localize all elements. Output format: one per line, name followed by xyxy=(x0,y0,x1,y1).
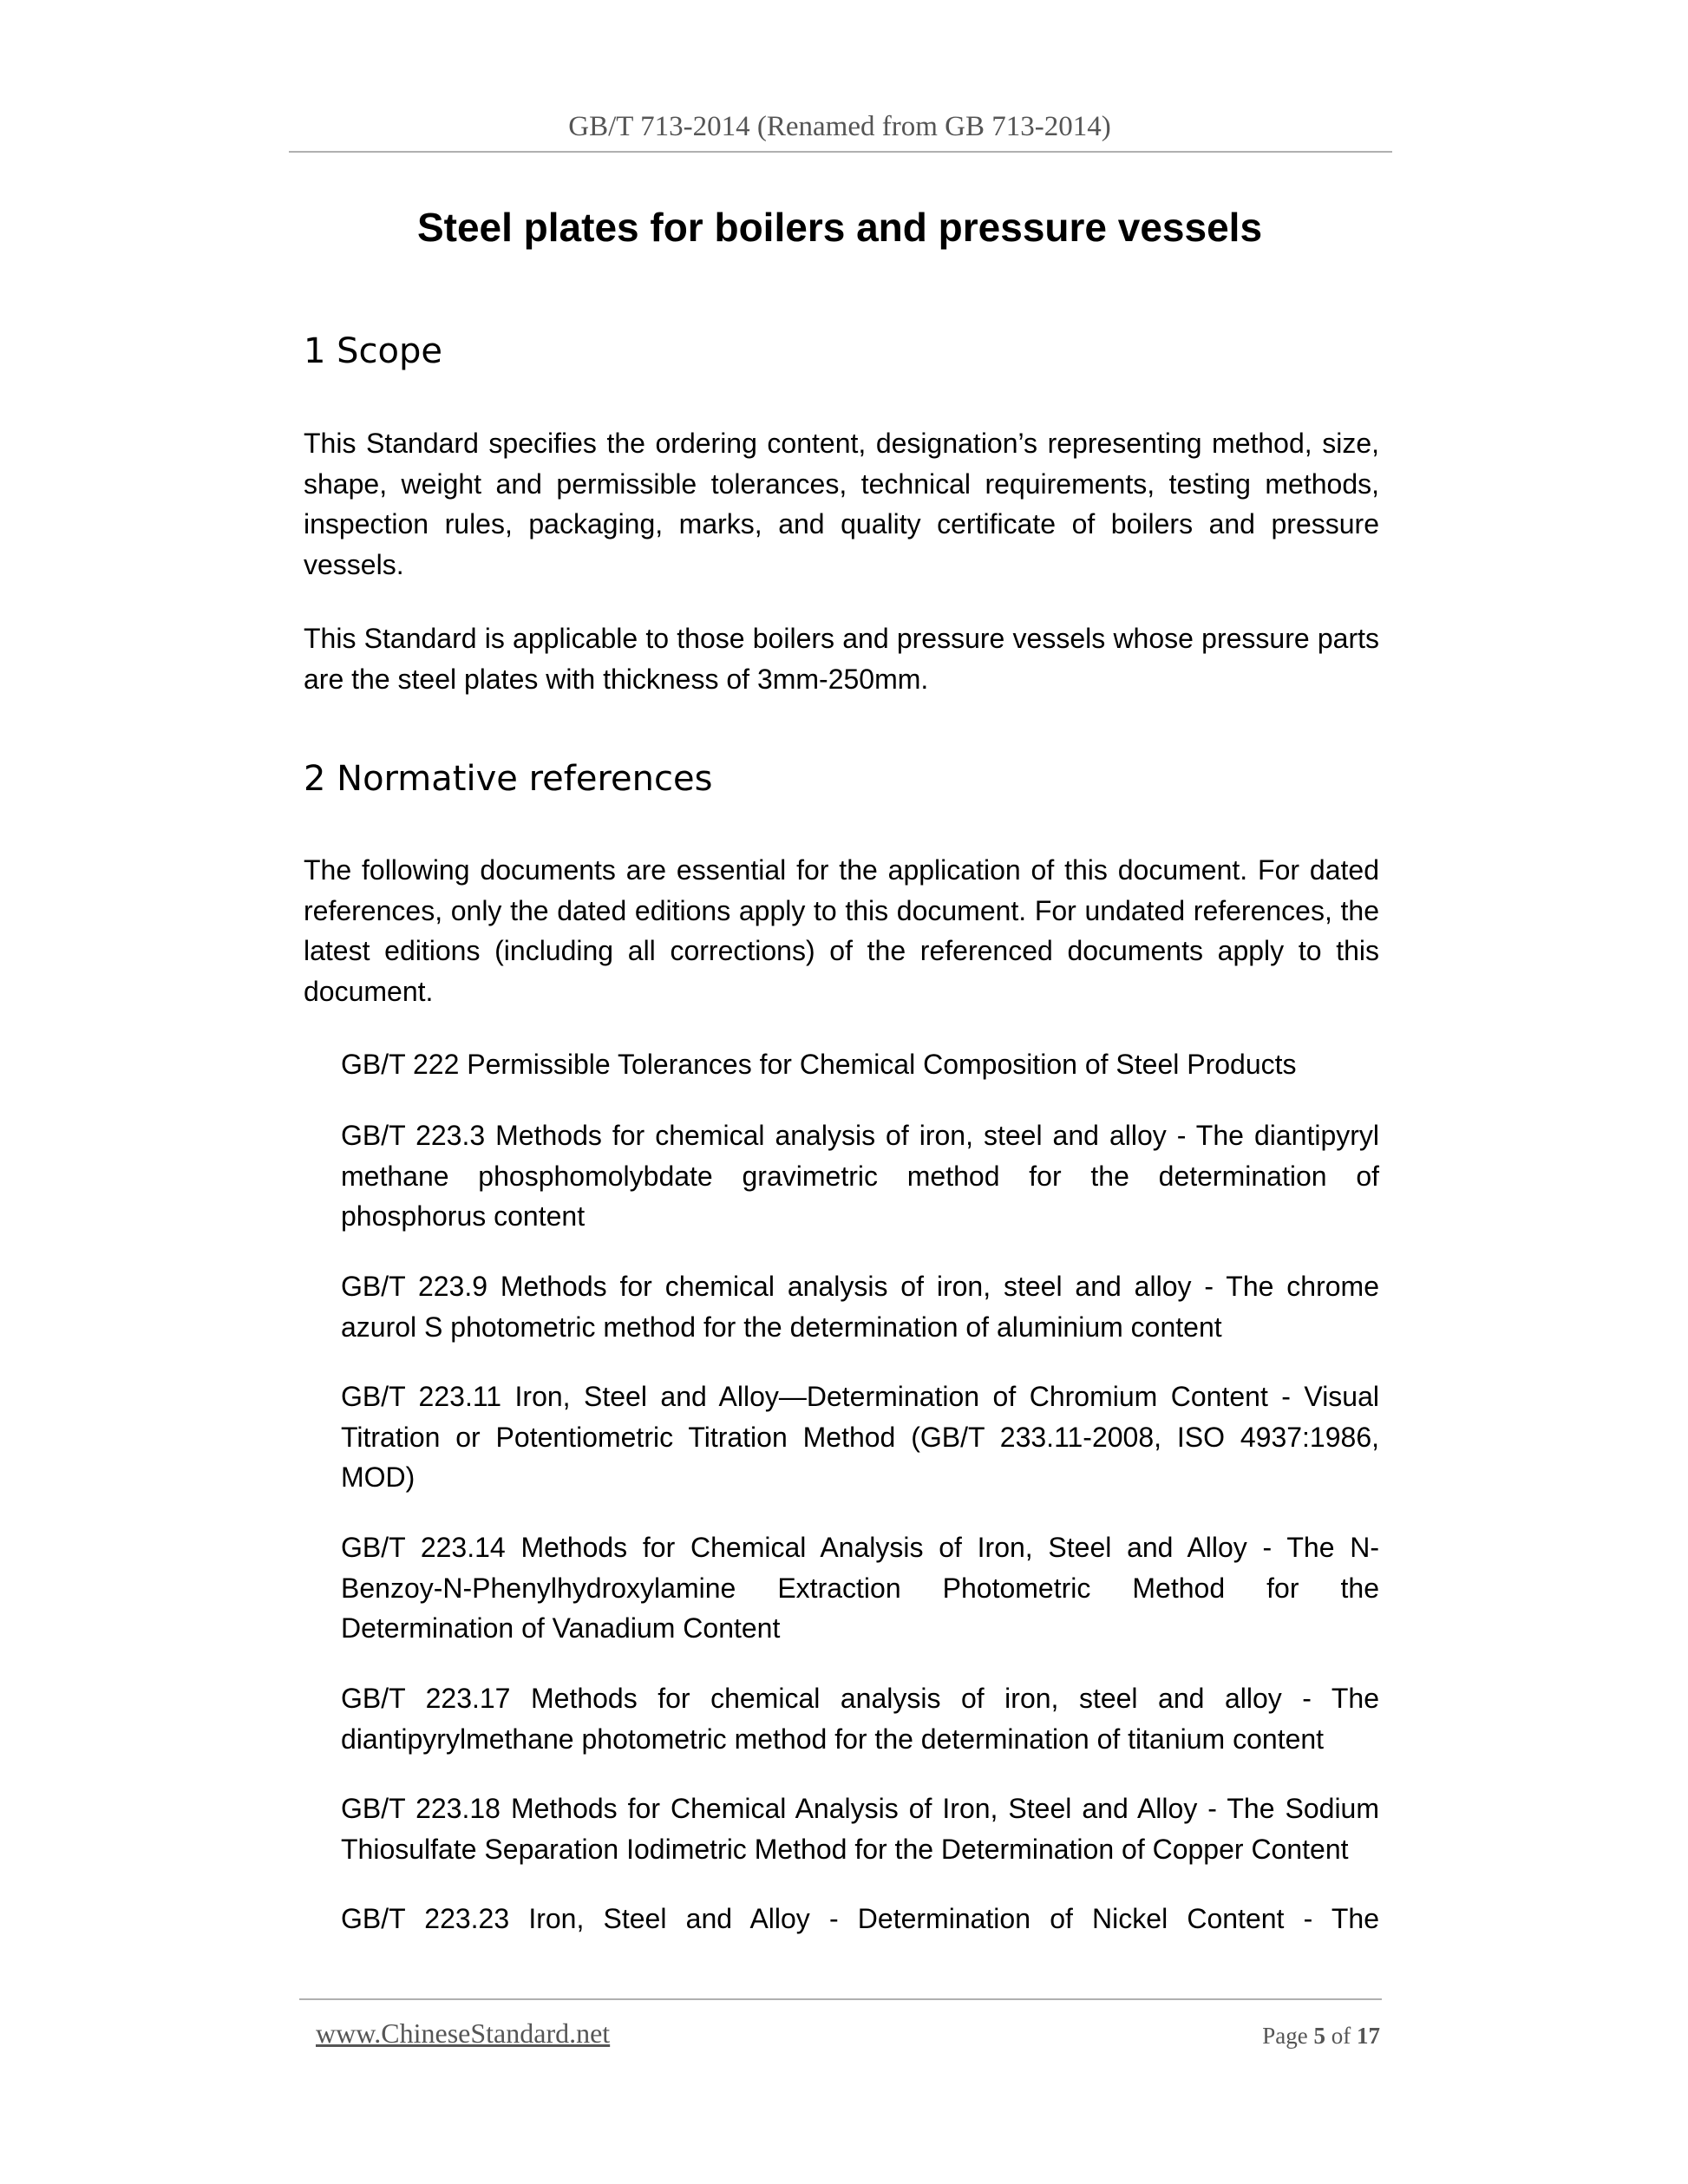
total-page-count: 17 xyxy=(1357,2023,1380,2049)
reference-item: GB/T 222 Permissible Tolerances for Chemical Composition of Steel Products xyxy=(341,1049,1297,1080)
page-label: Page xyxy=(1262,2023,1308,2049)
reference-item: GB/T 223.3 Methods for chemical analysis of iron, steel and alloy - The diantipyryl methane phosphomolybdate gravimetric method for the determination of phosphorus content xyxy=(341,1120,1379,1232)
scope-paragraph-2: This Standard is applicable to those boilers and pressure vessels whose pressure parts are the steel plates with thickness of 3mm-250mm. xyxy=(304,623,1379,695)
reference-item: GB/T 223.18 Methods for Chemical Analysis of Iron, Steel and Alloy - The Sodium Thiosulfate Separation Iodimetric Method for the Determination of Copper Content xyxy=(341,1793,1379,1865)
section-heading-normative-references: 2 Normative references xyxy=(304,759,713,799)
page-indicator xyxy=(1262,2023,1380,2050)
page-header: GB/T 713-2014 (Renamed from GB 713-2014) xyxy=(568,111,1111,142)
reference-item: GB/T 223.14 Methods for Chemical Analysis of Iron, Steel and Alloy - The N-Benzoy-N-Phenylhydroxylamine Extraction Photometric Method for the Determination of Vanadium Content xyxy=(341,1532,1379,1644)
normative-references-intro: The following documents are essential for the application of this document. For dated references, only the dated editions apply to this document. For undated references, the latest editions (including all corrections) of the referenced documents apply to this document. xyxy=(304,854,1379,1007)
footer-divider xyxy=(299,1998,1382,2000)
scope-paragraph-1: This Standard specifies the ordering content, designation’s representing method, size, shape, weight and permissible tolerances, technical requirements, testing methods, inspection rules, packaging, marks, and quality certificate of boilers and pressure vessels. xyxy=(304,428,1379,580)
current-page-number: 5 xyxy=(1313,2023,1325,2049)
header-divider xyxy=(289,151,1392,153)
document-title: Steel plates for boilers and pressure vessels xyxy=(416,205,1263,250)
of-label: of xyxy=(1331,2023,1351,2049)
section-heading-scope: 1 Scope xyxy=(304,331,443,371)
reference-item: GB/T 223.9 Methods for chemical analysis of iron, steel and alloy - The chrome azurol S photometric method for the determination of aluminium content xyxy=(341,1271,1379,1343)
reference-item: GB/T 223.17 Methods for chemical analysis of iron, steel and alloy - The diantipyrylmethane photometric method for the determination of titanium content xyxy=(341,1683,1379,1755)
reference-item: GB/T 223.23 Iron, Steel and Alloy - Determination of Nickel Content - The xyxy=(341,1903,1379,1934)
reference-item: GB/T 223.11 Iron, Steel and Alloy—Determination of Chromium Content - Visual Titration or Potentiometric Titration Method (GB/T 233.11-2008, ISO 4937:1986, MOD) xyxy=(341,1381,1379,1493)
website-link[interactable]: www.ChineseStandard.net xyxy=(316,2017,611,2049)
